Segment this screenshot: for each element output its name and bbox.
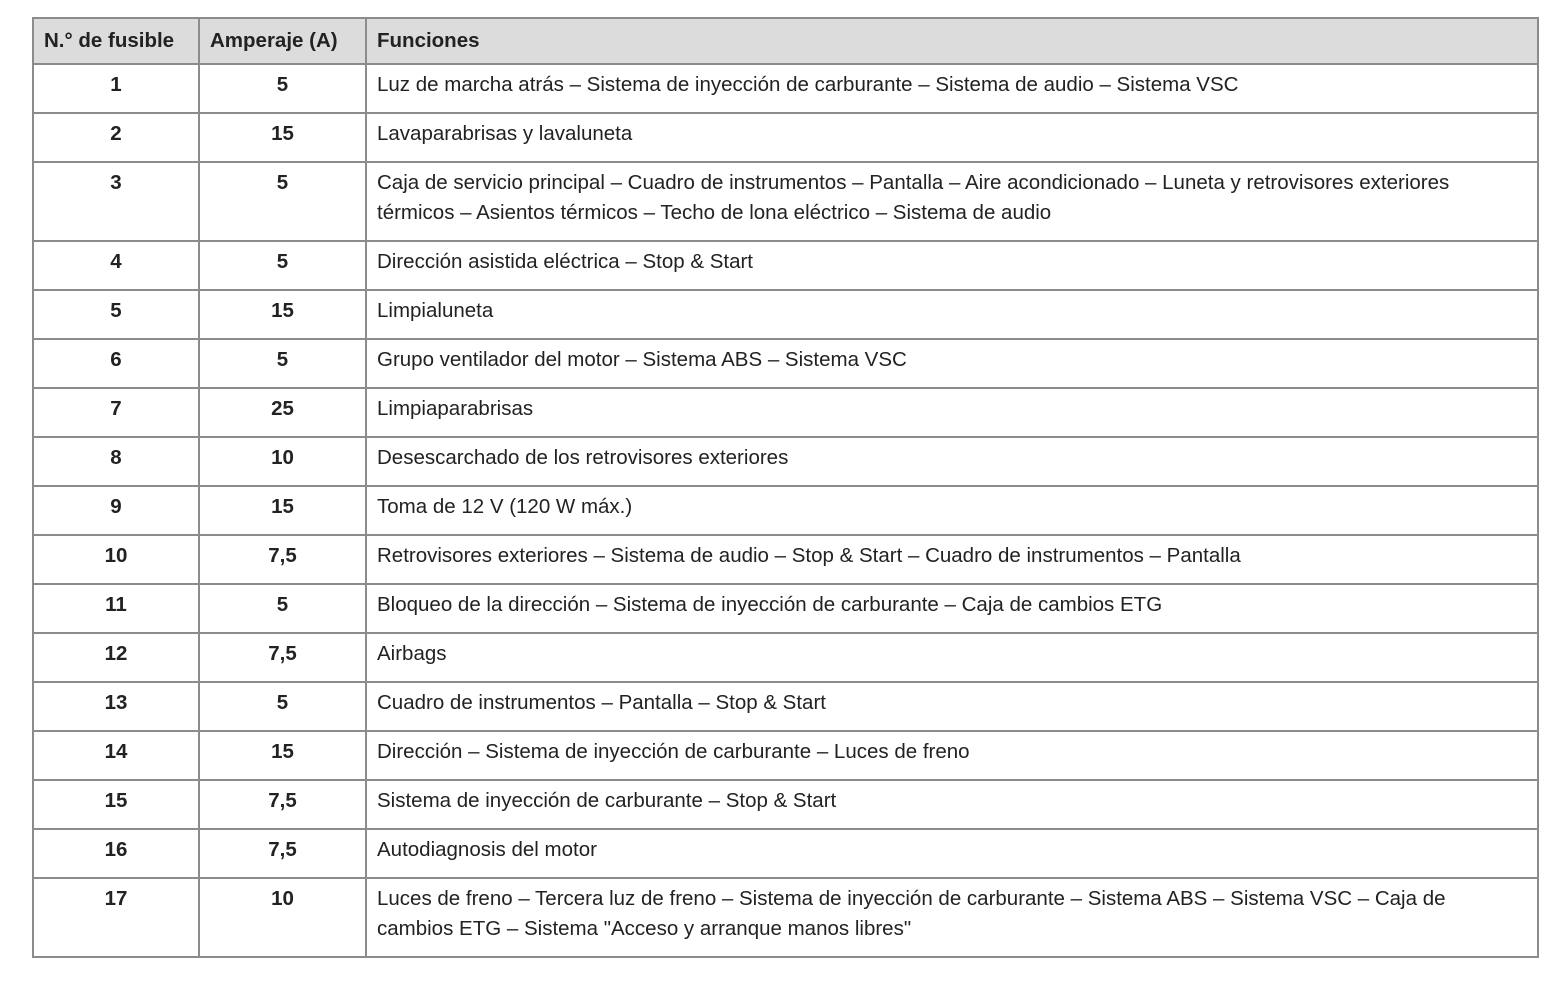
table-row (33, 241, 1538, 290)
functions-cell: Caja de servicio principal – Cuadro de instrumentos – Pantalla – Aire acondicionado – Luneta y retrovisores exteriores térmicos – Asientos térmicos – Techo de lona eléctrico – Sistema de audio (366, 162, 1538, 241)
fuse-number-cell: 5 (33, 290, 199, 339)
fuse-number-cell: 15 (33, 780, 199, 829)
functions-cell: Luces de freno – Tercera luz de freno – Sistema de inyección de carburante – Sistema ABS – Sistema VSC – Caja de cambios ETG – Sistema "Acceso y arranque manos libres" (366, 878, 1538, 957)
amperage-cell: 5 (199, 584, 366, 633)
functions-cell: Luz de marcha atrás – Sistema de inyección de carburante – Sistema de audio – Sistema VSC (366, 64, 1538, 113)
functions-cell: Dirección – Sistema de inyección de carburante – Luces de freno (366, 731, 1538, 780)
table-row (33, 535, 1538, 584)
amperage-cell: 5 (199, 682, 366, 731)
fuse-number-cell: 10 (33, 535, 199, 584)
table-row (33, 64, 1538, 113)
table-row (33, 780, 1538, 829)
functions-cell: Dirección asistida eléctrica – Stop & Start (366, 241, 1538, 290)
functions-cell: Toma de 12 V (120 W máx.) (366, 486, 1538, 535)
functions-cell: Desescarchado de los retrovisores exteriores (366, 437, 1538, 486)
fuse-number-cell: 1 (33, 64, 199, 113)
amperage-cell: 15 (199, 486, 366, 535)
fuse-number-cell: 13 (33, 682, 199, 731)
fuse-number-cell: 7 (33, 388, 199, 437)
fuse-number-cell: 16 (33, 829, 199, 878)
amperage-cell: 7,5 (199, 780, 366, 829)
fuse-number-cell: 3 (33, 162, 199, 241)
table-row (33, 162, 1538, 241)
table-row (33, 388, 1538, 437)
amperage-cell: 15 (199, 731, 366, 780)
fuse-number-cell: 4 (33, 241, 199, 290)
functions-cell: Retrovisores exteriores – Sistema de audio – Stop & Start – Cuadro de instrumentos – Pantalla (366, 535, 1538, 584)
table-header-row (33, 18, 1538, 64)
amperage-cell: 7,5 (199, 535, 366, 584)
table-row (33, 113, 1538, 162)
table-row (33, 878, 1538, 957)
amperage-cell: 25 (199, 388, 366, 437)
amperage-cell: 7,5 (199, 633, 366, 682)
fuse-number-cell: 8 (33, 437, 199, 486)
amperage-cell: 5 (199, 339, 366, 388)
table-row (33, 682, 1538, 731)
functions-cell: Autodiagnosis del motor (366, 829, 1538, 878)
amperage-cell: 10 (199, 878, 366, 957)
functions-cell: Limpiaparabrisas (366, 388, 1538, 437)
fuse-number-cell: 2 (33, 113, 199, 162)
amperage-cell: 15 (199, 290, 366, 339)
header-functions: Funciones (366, 18, 1538, 64)
header-fuse-number: N.° de fusible (33, 18, 199, 64)
functions-cell: Limpialuneta (366, 290, 1538, 339)
functions-cell: Airbags (366, 633, 1538, 682)
table-row (33, 339, 1538, 388)
fuse-number-cell: 11 (33, 584, 199, 633)
amperage-cell: 10 (199, 437, 366, 486)
functions-cell: Grupo ventilador del motor – Sistema ABS – Sistema VSC (366, 339, 1538, 388)
amperage-cell: 5 (199, 162, 366, 241)
functions-cell: Bloqueo de la dirección – Sistema de inyección de carburante – Caja de cambios ETG (366, 584, 1538, 633)
table-row (33, 437, 1538, 486)
amperage-cell: 15 (199, 113, 366, 162)
header-amperage: Amperaje (A) (199, 18, 366, 64)
fuse-number-cell: 17 (33, 878, 199, 957)
functions-cell: Lavaparabrisas y lavaluneta (366, 113, 1538, 162)
table-row (33, 731, 1538, 780)
amperage-cell: 5 (199, 241, 366, 290)
fuse-number-cell: 14 (33, 731, 199, 780)
fuse-number-cell: 9 (33, 486, 199, 535)
table-row (33, 584, 1538, 633)
fuse-number-cell: 12 (33, 633, 199, 682)
fuse-table (32, 17, 1539, 958)
table-row (33, 633, 1538, 682)
functions-cell: Cuadro de instrumentos – Pantalla – Stop & Start (366, 682, 1538, 731)
table-row (33, 829, 1538, 878)
functions-cell: Sistema de inyección de carburante – Stop & Start (366, 780, 1538, 829)
table-row (33, 486, 1538, 535)
amperage-cell: 7,5 (199, 829, 366, 878)
amperage-cell: 5 (199, 64, 366, 113)
fuse-number-cell: 6 (33, 339, 199, 388)
table-row (33, 290, 1538, 339)
